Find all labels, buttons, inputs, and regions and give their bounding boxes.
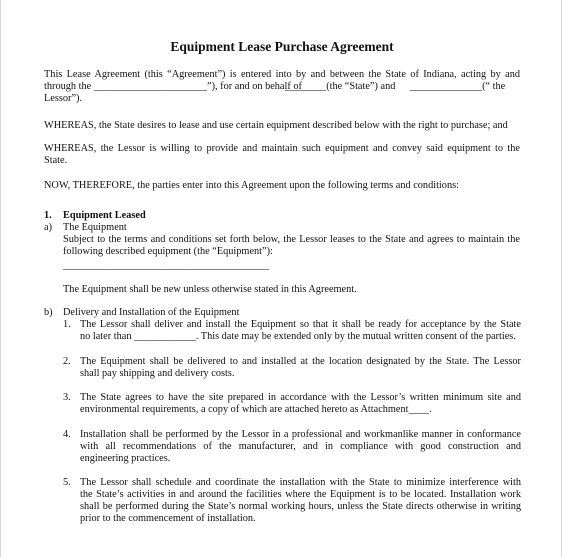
subsection-a-title: The Equipment xyxy=(63,222,127,233)
list-item-3-line-1: The State agrees to have the site prepared in accordance with the Lessor’s written minimum site and xyxy=(80,392,521,403)
whereas-paragraph-2-line-1: WHEREAS, the Lessor is willing to provide and maintain such equipment and convey said equipment to the xyxy=(44,143,520,154)
subsection-b-marker: b) xyxy=(44,307,53,318)
list-item-2-number: 2. xyxy=(63,356,71,367)
subsection-a-line-2: following described equipment (the “Equipment”): xyxy=(63,246,273,257)
subsection-a-line-1: Subject to the terms and conditions set forth below, the Lessor leases to the State and agrees to maintain the xyxy=(63,234,520,245)
intro-line-2a: through the ______________________”), for and on behalf of xyxy=(44,81,302,92)
section-1-number: 1. xyxy=(44,210,52,221)
list-item-5-line-2: the State’s activities in and around the facilities where the Equipment is to be located. Installation work xyxy=(80,489,521,500)
list-item-4-line-2: with all recommendations of the manufacturer, and in compliance with good construction and xyxy=(80,441,521,452)
list-item-1-line-1: The Lessor shall deliver and install the Equipment so that it shall be ready for acceptance by the State xyxy=(80,319,521,330)
list-item-2-line-2: shall pay shipping and delivery costs. xyxy=(80,368,235,379)
intro-line-3: Lessor”). xyxy=(44,93,83,104)
section-1-heading: Equipment Leased xyxy=(63,210,146,221)
list-item-3-number: 3. xyxy=(63,392,71,403)
list-item-5-line-3: shall be performed during the State’s normal working hours, unless the State directs otherwise in writing xyxy=(80,501,521,512)
list-item-4-number: 4. xyxy=(63,429,71,440)
whereas-paragraph-1: WHEREAS, the State desires to lease and use certain equipment described below with the right to purchase; and xyxy=(44,120,508,131)
equipment-new-statement: The Equipment shall be new unless otherwise stated in this Agreement. xyxy=(63,284,357,295)
list-item-4-line-1: Installation shall be performed by the Lessor in a professional and workmanlike manner in conformance xyxy=(80,429,521,440)
intro-line-2c: ______________(“ the xyxy=(410,81,506,92)
document-title: Equipment Lease Purchase Agreement xyxy=(170,39,394,54)
list-item-1-number: 1. xyxy=(63,319,71,330)
list-item-1-line-2: no later than ____________. This date may be extended only by the mutual written consent of the parties. xyxy=(80,331,516,342)
list-item-5-line-4: prior to the commencement of installation. xyxy=(80,513,256,524)
equipment-description-blank: ________________________________________ xyxy=(63,260,269,271)
intro-line-2b: ________(the “State”) and xyxy=(285,81,396,92)
list-item-2-line-1: The Equipment shall be delivered to and installed at the location designated by the State. The Lessor xyxy=(80,356,521,367)
list-item-4-line-3: engineering practices. xyxy=(80,453,171,464)
list-item-3-line-2: environmental requirements, a copy of which are attached hereto as Attachment____. xyxy=(80,404,432,415)
whereas-paragraph-2-line-2: State. xyxy=(44,155,68,166)
list-item-5-line-1: The Lessor shall schedule and coordinate the installation with the State to minimize interference with xyxy=(80,477,521,488)
subsection-b-title: Delivery and Installation of the Equipment xyxy=(63,307,240,318)
intro-line-1: This Lease Agreement (this “Agreement”) is entered into by and between the State of Indiana, acting by and xyxy=(44,69,520,80)
list-item-5-number: 5. xyxy=(63,477,71,488)
now-therefore-paragraph: NOW, THEREFORE, the parties enter into this Agreement upon the following terms and conditions: xyxy=(44,180,459,191)
subsection-a-marker: a) xyxy=(44,222,52,233)
